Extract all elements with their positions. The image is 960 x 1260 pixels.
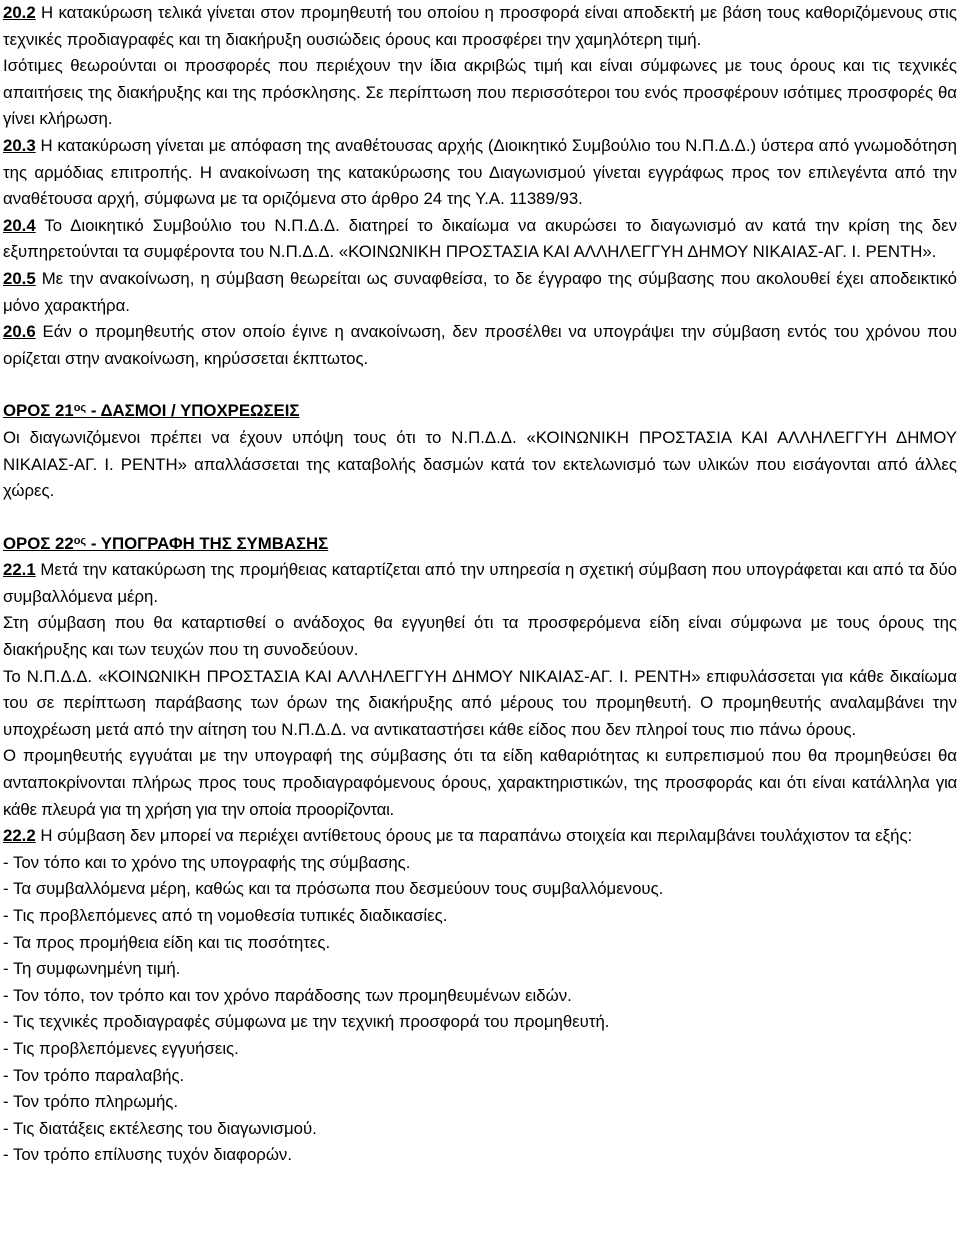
paragraph-equal-offers: Ισότιμες θεωρούνται οι προσφορές που περιέχουν την ίδια ακριβώς τιμή και είναι σύμφωνες με τους όρους και τις τεχνικές απαιτήσεις της διακήρυξης και της πρόσκλησης. Σε περίπτωση που περισσότεροι του ενός προσφέρουν ισότιμες προσφορές θα γίνει κλήρωση. bbox=[3, 56, 957, 129]
list-item: - Τις διατάξεις εκτέλεσης του διαγωνισμού. bbox=[3, 1118, 317, 1138]
clause-number: 20.4 bbox=[3, 215, 36, 235]
paragraph-20-3 bbox=[3, 133, 957, 213]
clause-text: Με την ανακοίνωση, η σύμβαση θεωρείται ως συναφθείσα, το δε έγγραφο της σύμβασης που ακολουθεί έχει αποδεικτικό μόνο χαρακτήρα. bbox=[3, 268, 957, 315]
heading-ordinal: ος bbox=[73, 534, 87, 547]
clause-text: Το Διοικητικό Συμβούλιο του Ν.Π.Δ.Δ. διατηρεί το δικαίωμα να ακυρώσει το διαγωνισμό αν κατά την κρίση της δεν εξυπηρετούνται τα συμφέροντα του Ν.Π.Δ.Δ. «ΚΟΙΝΩΝΙΚΗ ΠΡΟΣΤΑΣΙΑ ΚΑΙ ΑΛΛΗΛΕΓΓΥΗ ΔΗΜΟΥ ΝΙΚΑΙΑΣ-ΑΓ. Ι. ΡΕΝΤΗ». bbox=[3, 215, 957, 262]
warranty-text-end: για κάθε πλευρά για τη χρήση για την οποία προορίζονται. bbox=[3, 773, 957, 819]
paragraph-customs: Οι διαγωνιζόμενοι πρέπει να έχουν υπόψη τους ότι το Ν.Π.Δ.Δ. «ΚΟΙΝΩΝΙΚΗ ΠΡΟΣΤΑΣΙΑ ΚΑΙ ΑΛΛΗΛΕΓΓΥΗ ΔΗΜΟΥ ΝΙΚΑΙΑΣ-ΑΓ. Ι. ΡΕΝΤΗ» απαλλάσσεται της καταβολής δασμών κατά τον εκτελωνισμό των υλικών που εισάγονται από άλλες χώρες. bbox=[3, 427, 957, 501]
list-item: - Τον τόπο και το χρόνο της υπογραφής της σύμβασης. bbox=[3, 852, 411, 872]
clause-text: Μετά την κατακύρωση της προμήθειας καταρτίζεται από την υπηρεσία η σχετική σύμβαση που υπογράφεται και από τα δύο συμβαλλόμενα μέρη. bbox=[3, 560, 957, 606]
paragraph-20-4 bbox=[3, 213, 957, 266]
heading-title: - ΥΠΟΓΡΑΦΗ ΤΗΣ ΣΥΜΒΑΣΗΣ bbox=[86, 533, 329, 553]
list-item: - Τις προβλεπόμενες από τη νομοθεσία τυπικές διαδικασίες. bbox=[3, 906, 448, 925]
paragraph-contractor-guarantee: Στη σύμβαση που θα καταρτισθεί ο ανάδοχος θα εγγυηθεί ότι τα προσφερόμενα είδη είναι σύμφωνα με τους όρους της διακήρυξης και των τευχών που τη συνοδεύουν. bbox=[3, 613, 957, 660]
list-item: - Τις τεχνικές προδιαγραφές σύμφωνα με την τεχνική προσφορά του προμηθευτή. bbox=[3, 1012, 610, 1032]
clause-number: 20.5 bbox=[3, 268, 36, 288]
clause-text: Η κατακύρωση τελικά γίνεται στον προμηθευτή του οποίου η προσφορά είναι αποδεκτή με βάση τους καθοριζόμενους στις τεχνικές προδιαγραφές και τη διακήρυξη ουσιώδεις όρους και προσφέρει την χαμηλότερη τιμή. bbox=[3, 3, 957, 49]
warranty-text: Ο προμηθευτής εγγυάται με την υπογραφή της σύμβασης ότι τα είδη καθαριότητας κι ευπρεπισμού που θα προμηθεύσει θα ανταποκρίνονται πλήρως προς τους προδιαγραφόμενους όρους, χαρακτηριστικών, της προσφοράς και ότι είναι κατάλληλα bbox=[3, 746, 957, 793]
section-heading-21 bbox=[3, 398, 957, 425]
clause-number: 20.3 bbox=[3, 135, 36, 155]
clause-text: Η σύμβαση δεν μπορεί να περιέχει αντίθετους όρους με τα παραπάνω στοιχεία και περιλαμβάνει τουλάχιστον τα εξής: bbox=[35, 826, 913, 846]
paragraph-22-1 bbox=[3, 557, 957, 610]
document-page bbox=[3, 0, 957, 1169]
section-heading-22 bbox=[3, 531, 957, 558]
heading-prefix: ΟΡΟΣ 22 bbox=[3, 533, 74, 553]
clause-number: 20.6 bbox=[3, 322, 36, 342]
clause-number: 22.1 bbox=[3, 560, 36, 580]
list-item: - Τα συμβαλλόμενα μέρη, καθώς και τα πρόσωπα που δεσμεύουν τους συμβαλλόμενους. bbox=[3, 879, 664, 899]
paragraph-reservation: Το Ν.Π.Δ.Δ. «ΚΟΙΝΩΝΙΚΗ ΠΡΟΣΤΑΣΙΑ ΚΑΙ ΑΛΛΗΛΕΓΓΥΗ ΔΗΜΟΥ ΝΙΚΑΙΑΣ-ΑΓ. Ι. ΡΕΝΤΗ» επιφυλάσσεται για κάθε δικαίωμα του σε περίπτωση παράβασης των όρων της διακήρυξης από μέρους του προμηθευτή. Ο προμηθευτής αναλαμβάνει την υποχρέωση μετά από την αίτηση του Ν.Π.Δ.Δ. να αντικαταστήσει κάθε είδος που δεν πληροί τους πιο πάνω όρους. bbox=[3, 666, 957, 739]
heading-title: - ΔΑΣΜΟΙ / ΥΠΟΧΡΕΩΣΕΙΣ bbox=[86, 401, 300, 421]
list-item: - Τον τρόπο παραλαβής. bbox=[3, 1065, 185, 1085]
paragraph-22-2 bbox=[3, 823, 957, 850]
heading-prefix: ΟΡΟΣ 21 bbox=[3, 401, 74, 421]
paragraph-supplier-warranty bbox=[3, 743, 957, 823]
clause-number: 20.2 bbox=[3, 3, 36, 22]
clause-number: 22.2 bbox=[3, 826, 36, 846]
paragraph-20-6 bbox=[3, 319, 957, 372]
list-item: - Τον τρόπο επίλυσης τυχόν διαφορών. bbox=[3, 1145, 292, 1165]
list-item: - Τη συμφωνημένη τιμή. bbox=[3, 959, 181, 979]
clause-text: Η κατακύρωση γίνεται με απόφαση της αναθέτουσας αρχής (Διοικητικό Συμβούλιο του Ν.Π.Δ.Δ.) ύστερα από γνωμοδότηση της αρμόδιας επιτροπής. Η ανακοίνωση της κατακύρωσης του Διαγωνισμού γίνεται εγγράφως προς τον επιλεγέντα από την αναθέτουσα αρχή, σύμφωνα με τα οριζόμενα στο άρθρο 24 της Υ.Α. 11389/93. bbox=[3, 135, 957, 209]
list-item: - Τις προβλεπόμενες εγγυήσεις. bbox=[3, 1038, 239, 1058]
heading-ordinal: ος bbox=[73, 402, 87, 415]
paragraph-20-2 bbox=[3, 0, 957, 53]
contract-contents-list bbox=[3, 850, 957, 1169]
clause-text: Εάν ο προμηθευτής στον οποίο έγινε η ανακοίνωση, δεν προσέλθει να υπογράψει την σύμβαση εντός του χρόνου που ορίζεται στην ανακοίνωση, κηρύσσεται έκπτωτος. bbox=[3, 322, 957, 368]
list-item: - Τα προς προμήθεια είδη και τις ποσότητες. bbox=[3, 932, 331, 952]
list-item: - Τον τόπο, τον τρόπο και τον χρόνο παράδοσης των προμηθευμένων ειδών. bbox=[3, 985, 572, 1005]
paragraph-20-5 bbox=[3, 266, 957, 319]
list-item: - Τον τρόπο πληρωμής. bbox=[3, 1092, 179, 1112]
